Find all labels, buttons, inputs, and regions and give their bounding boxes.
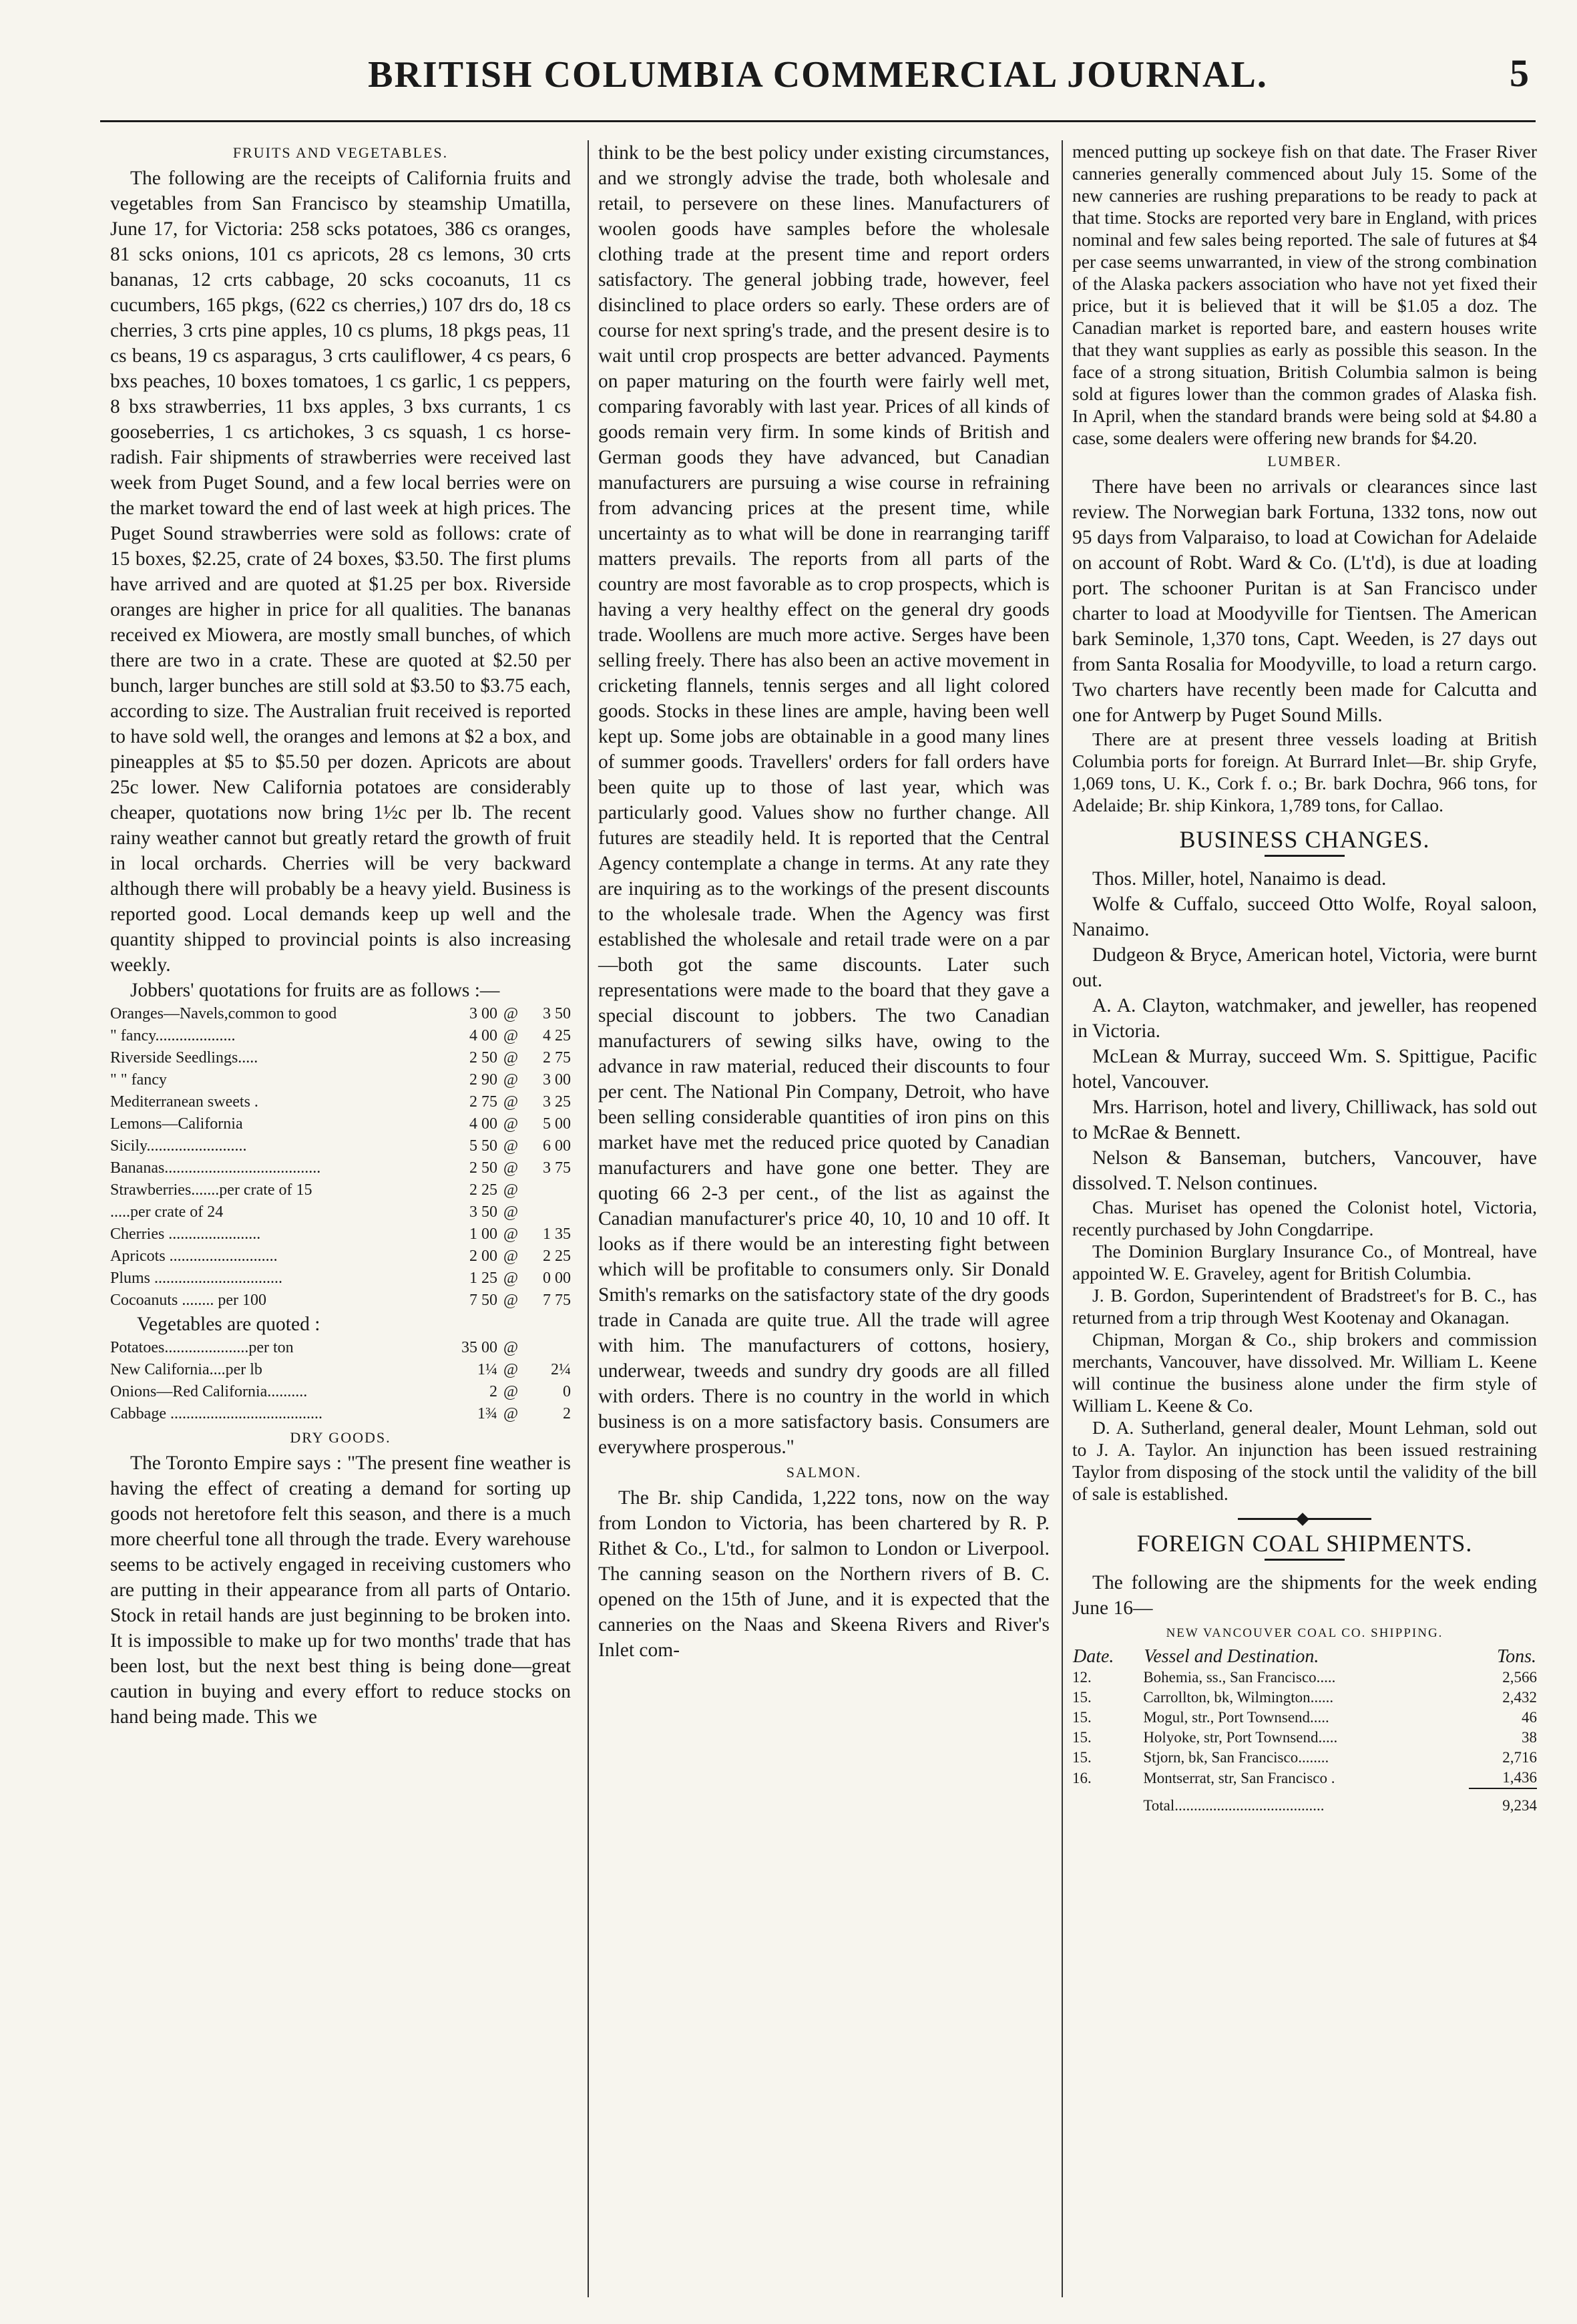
fruits-heading: FRUITS AND VEGETABLES. [232, 144, 449, 161]
shipment-vessel: Carrollton, bk, Wilmington...... [1143, 1689, 1334, 1706]
quote-at: @ [503, 1383, 519, 1400]
quote-high: 4 25 [543, 1027, 571, 1044]
quote-low: 2 25 [469, 1181, 497, 1199]
quote-at: @ [503, 1292, 519, 1309]
quote-low: 3 00 [469, 1005, 497, 1022]
business-change-item: A. A. Clayton, watchmaker, and jeweller, has reopened in Victoria. [1072, 995, 1537, 1042]
quote-label: Mediterranean sweets . [110, 1093, 258, 1111]
lumber-article: There have been no arrivals or clearances since last review. The Norwegian bark Fortuna, 1332 tons, now out 95 days from Valparaiso, to load at Cowichan for Adelaide on account of Robt. Ward & Co. (L't'd), is due at loading port. The schooner Puritan is at San Francisco under charter to load at Moodyville for Tientsen. The American bark Seminole, 1,370 tons, Capt. Weeden, is 27 days out from Santa Rosalia for Moodyville, to load a return cargo. Two charters have recently been made for Calcutta and one for Antwerp by Puget Sound Mills. [1072, 476, 1537, 726]
quote-high: 2 25 [543, 1247, 571, 1265]
quote-low: 7 50 [469, 1292, 497, 1309]
quote-row [110, 1290, 571, 1312]
business-change-item: Wolfe & Cuffalo, succeed Otto Wolfe, Royal saloon, Nanaimo. [1072, 894, 1537, 940]
quote-low: 4 00 [469, 1115, 497, 1133]
quote-at: @ [503, 1361, 519, 1378]
dry-goods-heading: DRY GOODS. [290, 1429, 391, 1446]
quote-label: New California....per lb [110, 1361, 262, 1378]
quote-at: @ [503, 1093, 519, 1111]
quote-row [110, 1091, 571, 1113]
salmon-heading: SALMON. [786, 1464, 862, 1481]
quote-high: 6 00 [543, 1137, 571, 1155]
quote-low: 3 50 [469, 1203, 497, 1221]
fruit-quotes-table [110, 1003, 571, 1312]
heading-rule [1265, 1559, 1345, 1561]
coal-total: 9,234 [1469, 1788, 1537, 1816]
quote-high: 3 25 [543, 1093, 571, 1111]
business-change-item: D. A. Sutherland, general dealer, Mount Lehman, sold out to J. A. Taylor. An injunction has been issued restraining Taylor from disposing of the stock until the validity of the bill of sale is established. [1072, 1417, 1537, 1504]
column-3 [1062, 140, 1537, 2297]
quote-label: Strawberries.......per crate of 15 [110, 1181, 312, 1199]
coal-shipment-row [1072, 1748, 1537, 1768]
quote-row [110, 1223, 571, 1245]
quote-row [110, 1047, 571, 1069]
quote-row [110, 1069, 571, 1091]
shipment-date: 15. [1072, 1709, 1092, 1726]
lumber-heading: LUMBER. [1267, 453, 1342, 469]
dry-goods-continued: think to be the best policy under existing circumstances, and we strongly advise the trade, both wholesale and retail, to persevere on these lines. Manufacturers of woolen goods have samples before the wholesale clothing trade at the present time and report orders satisfactory. The general jobbing trade, however, feel disinclined to place orders so early. These orders are of course for next spring's trade, and the present desire is to wait until crop prospects are better advanced. Payments on paper maturing on the fourth were fairly well met, comparing favorably with last year. Prices of all kinds of goods remain very firm. In some kinds of British and German goods they have advanced, but Canadian manufacturers are pursuing a wise course in refraining from advancing prices at the present time, while uncertainty as to what will be done in rearranging tariff matters prevails. The reports from all parts of the country are most favorable as to crop prospects, which is having a very healthy effect on the general dry goods trade. Woollens are much more active. Serges have been selling freely. There has also been an active movement in cricketing flannels, tennis serges and all light colored goods. Stocks in these lines are ample, having been well kept up. Some jobs are obtainable in a good many lines of summer goods. Travellers' orders for fall orders have been quite up to those of last year, which was particularly good. Values show no further change. All futures are steadily held. It is reported that the Central Agency contemplate a change in terms. At any rate they are inquiring as to the workings of the present discounts to the wholesale trade. When the Agency was first established the wholesale and retail trade were on a par—both got the same discounts. Later such representations were made to the board that they gave a special discount to jobbers. The two Canadian manufacturers of sewing silks have, owing to the advance in raw material, reduced their discounts to four per cent. The National Pin Company, Detroit, who have been selling considerable quantities of iron pins on this market have met the reduced price quoted by Canadian manufacturers and have gone one better. They are quoting 66 2-3 per cent., of the list as against the Canadian manufacturer's price 40, 10, 10 and 10 off. It looks as if there would be an interesting fight between which will be profitable to consumers only. Sir Donald Smith's remarks on the satisfactory state of the dry goods trade in Canada are quite true. All the trade will agree with him. The manufacturers of cottons, hosiery, underwear, tweeds and sundry dry goods are all filled with orders. There is no country in the world in which business is on a more satisfactory basis. Consumers are everywhere prosperous." [598, 142, 1050, 1458]
quote-low: 2 75 [469, 1093, 497, 1111]
shipment-tons: 2,432 [1502, 1689, 1537, 1706]
business-change-item: Nelson & Banseman, butchers, Vancouver, have dissolved. T. Nelson continues. [1072, 1147, 1537, 1194]
quote-at: @ [503, 1225, 519, 1243]
shipment-vessel: Montserrat, str, San Francisco . [1143, 1769, 1335, 1786]
quote-row [110, 1135, 571, 1157]
section-divider [1238, 1518, 1371, 1520]
coal-shipments-heading: FOREIGN COAL SHIPMENTS. [1136, 1530, 1473, 1557]
quote-row [110, 1201, 571, 1223]
column-2 [588, 140, 1050, 2297]
quote-low: 1 00 [469, 1225, 497, 1243]
quote-at: @ [503, 1027, 519, 1044]
quote-label: Potatoes.....................per ton [110, 1339, 294, 1356]
page-number: 5 [1510, 51, 1529, 95]
quote-row [110, 1381, 571, 1403]
quote-high: 3 00 [543, 1071, 571, 1089]
business-changes-heading: BUSINESS CHANGES. [1179, 826, 1430, 853]
quote-low: 5 50 [469, 1137, 497, 1155]
quote-high: 0 00 [543, 1270, 571, 1287]
heading-rule [1265, 855, 1345, 857]
shipment-date: 15. [1072, 1689, 1092, 1706]
quote-at: @ [503, 1159, 519, 1177]
quote-label: .....per crate of 24 [110, 1203, 224, 1221]
shipment-date: 15. [1072, 1729, 1092, 1746]
quote-row [110, 1025, 571, 1047]
quote-at: @ [503, 1115, 519, 1133]
quote-low: 2 50 [469, 1049, 497, 1067]
quote-low: 4 00 [469, 1027, 497, 1044]
shipment-vessel: Holyoke, str, Port Townsend..... [1143, 1729, 1338, 1746]
quote-at: @ [503, 1247, 519, 1265]
quote-label: Bananas....................................... [110, 1159, 321, 1177]
shipment-vessel: Mogul, str., Port Townsend..... [1143, 1709, 1329, 1726]
quote-low: 2 00 [469, 1247, 497, 1265]
quote-low: 2 90 [469, 1071, 497, 1089]
quote-low: 2 50 [469, 1159, 497, 1177]
quote-label: Sicily......................... [110, 1137, 247, 1155]
quote-label: Onions—Red California.......... [110, 1383, 308, 1400]
quote-high [524, 1201, 571, 1223]
quote-label: Plums ................................ [110, 1270, 283, 1287]
tons-column-header: Tons. [1497, 1646, 1536, 1667]
quote-high [524, 1337, 571, 1359]
vegetable-quotes-table [110, 1337, 571, 1425]
quote-row [110, 1268, 571, 1290]
vessel-column-header: Vessel and Destination. [1144, 1646, 1319, 1667]
quote-label: Cabbage ...................................... [110, 1405, 322, 1422]
quote-row [110, 1003, 571, 1025]
business-changes-list [1072, 866, 1537, 1505]
quote-high: 2 75 [543, 1049, 571, 1067]
quote-row [110, 1157, 571, 1179]
coal-shipment-row [1072, 1768, 1537, 1788]
column-1 [110, 140, 571, 2297]
quote-high: 0 [563, 1383, 571, 1400]
quote-at: @ [503, 1339, 519, 1356]
jobbers-intro: Jobbers' quotations for fruits are as follows :— [130, 980, 500, 1001]
quote-label: Lemons—California [110, 1115, 243, 1133]
business-change-item: McLean & Murray, succeed Wm. S. Spittigue, Pacific hotel, Vancouver. [1072, 1046, 1537, 1093]
business-change-item: Dudgeon & Bryce, American hotel, Victoria, were burnt out. [1072, 944, 1537, 991]
shipment-date: 16. [1072, 1769, 1092, 1786]
coal-shipment-row [1072, 1728, 1537, 1748]
quote-high: 2¼ [551, 1361, 571, 1378]
date-column-header: Date. [1073, 1646, 1114, 1667]
quote-at: @ [503, 1071, 519, 1089]
quote-low: 35 00 [461, 1339, 497, 1356]
coal-total-label: Total....................................... [1143, 1796, 1325, 1814]
quote-at: @ [503, 1181, 519, 1199]
salmon-continued: menced putting up sockeye fish on that date. The Fraser River canneries generally commenced about July 15. Some of the new canneries are rushing preparations to be ready to pack at that time. Stocks are reported very bare in England, with prices nominal and few sales being reported. The sale of futures at $4 per case seems unwarranted, in view of the strong combination of the Alaska packers association who have not yet fixed their price, but it is believed that it will be $1.05 a doz. The Canadian market is reported bare, and eastern houses write that they want supplies as early as possible this season. In the face of a strong situation, British Columbia salmon is being sold at figures lower than the common grades of Alaska fish. In April, when the standard brands were being sold at $4.80 a case, some dealers were offering new brands for $4.20. [1072, 141, 1537, 448]
quote-high: 2 [563, 1405, 571, 1422]
quote-low: 1 25 [469, 1270, 497, 1287]
quote-high [524, 1179, 571, 1201]
quote-label: Oranges—Navels,common to good [110, 1005, 337, 1022]
shipment-tons: 1,436 [1502, 1769, 1537, 1786]
quote-at: @ [503, 1270, 519, 1287]
quote-label: Cherries ....................... [110, 1225, 261, 1243]
coal-company-subheading: NEW VANCOUVER COAL CO. SHIPPING. [1166, 1626, 1443, 1640]
quote-high: 3 75 [543, 1159, 571, 1177]
quote-label: Cocoanuts ........ per 100 [110, 1292, 266, 1309]
quote-label: Riverside Seedlings..... [110, 1049, 258, 1067]
business-change-item: Chas. Muriset has opened the Colonist hotel, Victoria, recently purchased by John Congdarripe. [1072, 1197, 1537, 1239]
coal-shipment-row [1072, 1668, 1537, 1688]
business-change-item: Thos. Miller, hotel, Nanaimo is dead. [1092, 868, 1387, 890]
quote-label: " " fancy [110, 1071, 167, 1089]
coal-intro: The following are the shipments for the week ending June 16— [1072, 1572, 1537, 1619]
quote-low: 1¼ [477, 1361, 497, 1378]
quote-row [110, 1403, 571, 1425]
coal-shipments-table [1072, 1646, 1537, 1816]
business-change-item: J. B. Gordon, Superintendent of Bradstreet's for B. C., has returned from a trip through West Kootenay and Okanagan. [1072, 1285, 1537, 1328]
quote-high: 5 00 [543, 1115, 571, 1133]
dry-goods-article: The Toronto Empire says : "The present fine weather is having the effect of creating a demand for sorting up goods not heretofore felt this season, and there is a much more cheerful tone all through the trade. Every warehouse seems to be actively engaged in receiving customers who are putting in their appearance from all parts of Ontario. Stock in retail hands are just beginning to be broken into. It is impossible to make up for two months' trade that has been lost, but the next best thing is being done—great caution in buying and every effort to reduce stocks on hand being made. This we [110, 1452, 571, 1728]
shipment-tons: 46 [1522, 1709, 1537, 1726]
quote-row [110, 1337, 571, 1359]
shipment-tons: 2,716 [1502, 1749, 1537, 1766]
quote-row [110, 1359, 571, 1381]
shipment-vessel: Stjorn, bk, San Francisco........ [1143, 1749, 1329, 1766]
quote-row [110, 1179, 571, 1201]
salmon-article: The Br. ship Candida, 1,222 tons, now on the way from London to Victoria, has been chartered by R. P. Rithet & Co., L'td., for salmon to London or Liverpool. The canning season on the Northern rivers of B. C. opened on the 15th of June, and it is expected that the canneries on the Naas and Skeena Rivers and River's Inlet com- [598, 1487, 1050, 1661]
quote-at: @ [503, 1137, 519, 1155]
quote-at: @ [503, 1005, 519, 1022]
business-change-item: Mrs. Harrison, hotel and livery, Chilliwack, has sold out to McRae & Bennett. [1072, 1097, 1537, 1143]
quote-label: Apricots ........................... [110, 1247, 278, 1265]
business-change-item: The Dominion Burglary Insurance Co., of Montreal, have appointed W. E. Graveley, agent for British Columbia. [1072, 1241, 1537, 1284]
journal-title: BRITISH COLUMBIA COMMERCIAL JOURNAL. [368, 54, 1268, 95]
lumber-vessels: There are at present three vessels loading at British Columbia ports for foreign. At Burrard Inlet—Br. ship Gryfe, 1,069 tons, U. K., Cork f. o.; Br. bark Dochra, 966 tons, for Adelaide; Br. ship Kinkora, 1,789 tons, for Callao. [1072, 729, 1537, 815]
quote-at: @ [503, 1049, 519, 1067]
coal-shipment-row [1072, 1708, 1537, 1728]
business-change-item: Chipman, Morgan & Co., ship brokers and commission merchants, Vancouver, have dissolved. Mr. William L. Keene will continue the business alone under the firm style of William L. Keene & Co. [1072, 1329, 1537, 1416]
quote-low: 1¾ [477, 1405, 497, 1422]
fruits-article: The following are the receipts of California fruits and vegetables from San Francisco by steamship Umatilla, June 17, for Victoria: 258 scks potatoes, 386 cs oranges, 81 scks onions, 101 cs apricots, 28 cs lemons, 30 crts bananas, 12 crts cabbage, 20 scks cocoanuts, 11 cs cucumbers, 165 pkgs, (622 cs cherries,) 107 drs do, 18 cs cherries, 3 crts pine apples, 10 cs plums, 18 pkgs peas, 11 cs beans, 19 cs asparagus, 3 crts cauliflower, 4 cs pears, 6 bxs peaches, 10 boxes tomatoes, 1 cs garlic, 1 cs peppers, 8 bxs strawberries, 11 bxs apples, 3 bxs currants, 1 cs gooseberries, 1 cs artichokes, 3 cs squash, 1 cs horse-radish. Fair shipments of strawberries were received last week from Puget Sound, and a few local berries were on the market toward the end of last week at high prices. The Puget Sound strawberries were sold as follows: crate of 15 boxes, $2.25, crate of 24 boxes, $3.50. The first plums have arrived and are quoted at $1.25 per box. Riverside oranges are higher in price for all qualities. The bananas received ex Miowera, are mostly small bunches, of which there are two in a crate. These are quoted at $2.50 per bunch, larger bunches are still sold at $3.50 to $3.75 each, according to size. The Australian fruit received is reported to have sold well, the oranges and lemons at $2 a box, and pineapples at $5 to $5.50 per dozen. Apricots are about 25c lower. New California potatoes are considerably cheaper, quotations now bring 1½c per lb. The recent rainy weather cannot but greatly retard the growth of fruit in local orchards. Cherries will be very backward although there will probably be a heavy yield. Business is reported good. Local demands keep up well and the quantity shipped to provincial points is also increasing weekly. [110, 168, 571, 976]
shipment-tons: 38 [1522, 1729, 1537, 1746]
shipment-date: 12. [1072, 1669, 1092, 1686]
quote-low: 2 [489, 1383, 497, 1400]
quote-row [110, 1245, 571, 1268]
quote-row [110, 1113, 571, 1135]
quote-high: 3 50 [543, 1005, 571, 1022]
quote-high: 7 75 [543, 1292, 571, 1309]
quote-label: " fancy.................... [110, 1027, 236, 1044]
quote-high: 1 35 [543, 1225, 571, 1243]
vegetables-intro: Vegetables are quoted : [137, 1314, 320, 1335]
shipment-vessel: Bohemia, ss., San Francisco..... [1143, 1669, 1336, 1686]
quote-at: @ [503, 1203, 519, 1221]
page-header [100, 47, 1536, 122]
shipment-tons: 2,566 [1502, 1669, 1537, 1686]
quote-at: @ [503, 1405, 519, 1422]
shipment-date: 15. [1072, 1749, 1092, 1766]
coal-shipment-row [1072, 1688, 1537, 1708]
